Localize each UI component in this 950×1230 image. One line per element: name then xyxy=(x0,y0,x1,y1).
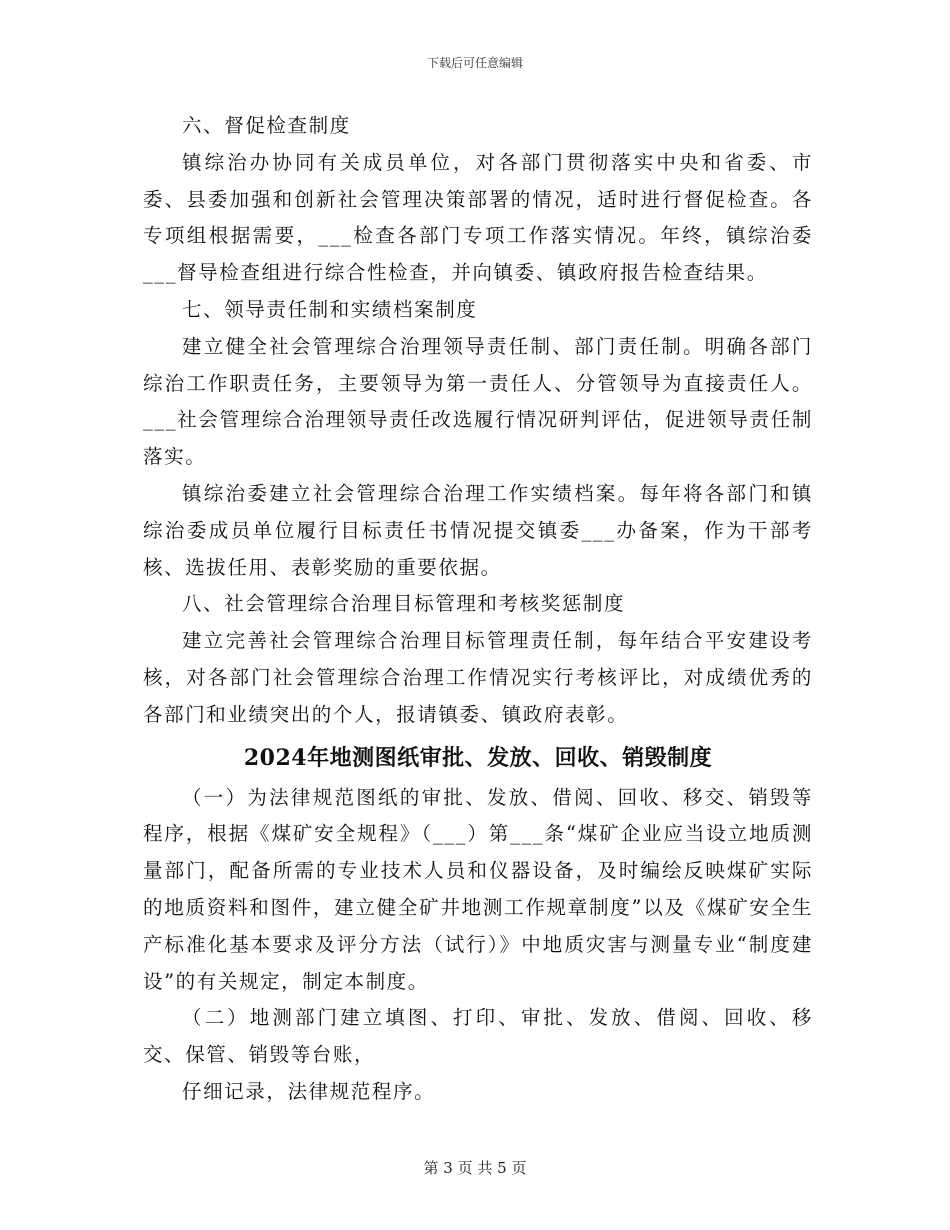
section-7-heading: 七、领导责任制和实绩档案制度 xyxy=(182,297,478,321)
section-7-paragraph-2: 镇综治委建立社会管理综合治理工作实绩档案。每年将各部门和镇综治委成员单位履行目标责任书情况提交镇委___办备案，作为干部考核、选拔任用、表彰奖励的重要依据。 xyxy=(143,481,813,579)
page-header: 下载后可任意编辑 xyxy=(426,56,523,70)
section-8-heading: 八、社会管理综合治理目标管理和考核奖惩制度 xyxy=(182,592,626,616)
section-7-paragraph-1: 建立健全社会管理综合治理领导责任制、部门责任制。明确各部门综治工作职责任务，主要领导为第一责任人、分管领导为直接责任人。___社会管理综合治理领导责任改选履行情况研判评估，促进领导责任制落实。 xyxy=(143,334,813,469)
regulation-paragraph-2: （二）地测部门建立填图、打印、审批、发放、借阅、回收、移交、保管、销毁等台账， xyxy=(143,1006,813,1067)
regulation-paragraph-1: （一）为法律规范图纸的审批、发放、借阅、回收、移交、销毁等程序，根据《煤矿安全规程》（___）第___条“煤矿企业应当设立地质测量部门，配备所需的专业技术人员和仪器设备，及时编绘反映煤矿实际的地质资料和图件，建立健全矿井地测工作规章制度”以及《煤矿安全生产标准化基本要求及评分方法（试行）》中地质灾害与测量专业“制度建设”的有关规定，制定本制度。 xyxy=(143,785,813,993)
page-footer: 第 3 页 共 5 页 xyxy=(423,1159,527,1177)
section-6-paragraph: 镇综治办协同有关成员单位，对各部门贯彻落实中央和省委、市委、县委加强和创新社会管理决策部署的情况，适时进行督促检查。各专项组根据需要，___检查各部门专项工作落实情况。年终，镇综治委___督导检查组进行综合性检查，并向镇委、镇政府报告检查结果。 xyxy=(143,150,813,285)
section-6-heading: 六、督促检查制度 xyxy=(182,114,351,137)
document-title: 2024年地测图纸审批、发放、回收、销毁制度 xyxy=(243,744,713,771)
section-8-paragraph: 建立完善社会管理综合治理目标管理责任制，每年结合平安建设考核，对各部门社会管理综合治理工作情况实行考核评比，对成绩优秀的各部门和业绩突出的个人，报请镇委、镇政府表彰。 xyxy=(143,629,813,726)
document-body xyxy=(143,108,813,1111)
regulation-paragraph-3: 仔细记录，法律规范程序。 xyxy=(182,1079,436,1103)
